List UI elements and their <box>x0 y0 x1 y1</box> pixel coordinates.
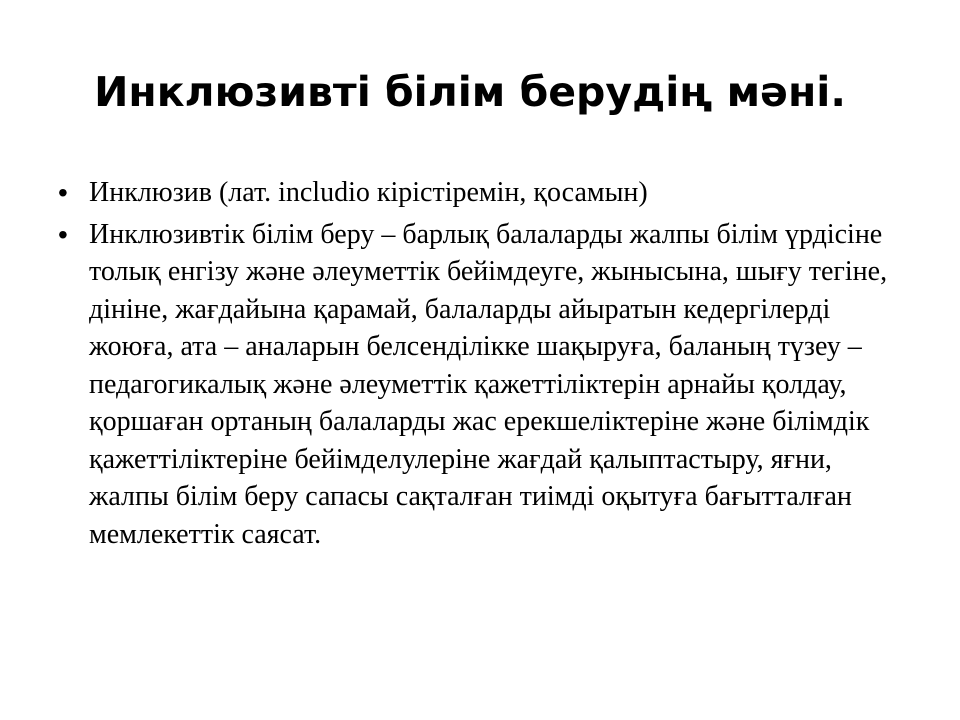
bullet-list <box>58 174 908 557</box>
bullet-text: Инклюзив (лат. includio кірістіремін, қосамын) <box>89 177 648 208</box>
bullet-item-explanation <box>58 216 908 554</box>
bullet-marker: • <box>58 177 68 208</box>
bullet-item-definition <box>58 174 908 212</box>
bullet-text: Инклюзивтік білім беру – барлық балаларды жалпы білім үрдісіне толық енгізу және әлеуметтік бейімдеуге, жынысына, шығу тегіне, дініне, жағдайына қарамай, балаларды айыратын кедергілерді жоюға, ата – аналарын белсенділікке шақыруға, баланың түзеу – педагогикалық және әлеуметтік қажеттіліктерін арнайы қолдау, қоршаған ортаның балаларды жас ерекшеліктеріне және білімдік қажеттіліктеріне бейімделулеріне жағдай қалыптастыру, яғни, жалпы білім беру сапасы сақталған тиімді оқытуға бағытталған мемлекеттік саясат. <box>89 218 888 550</box>
slide-title: Инклюзивті білім берудің мәні. <box>94 68 846 116</box>
bullet-marker: • <box>58 218 68 250</box>
